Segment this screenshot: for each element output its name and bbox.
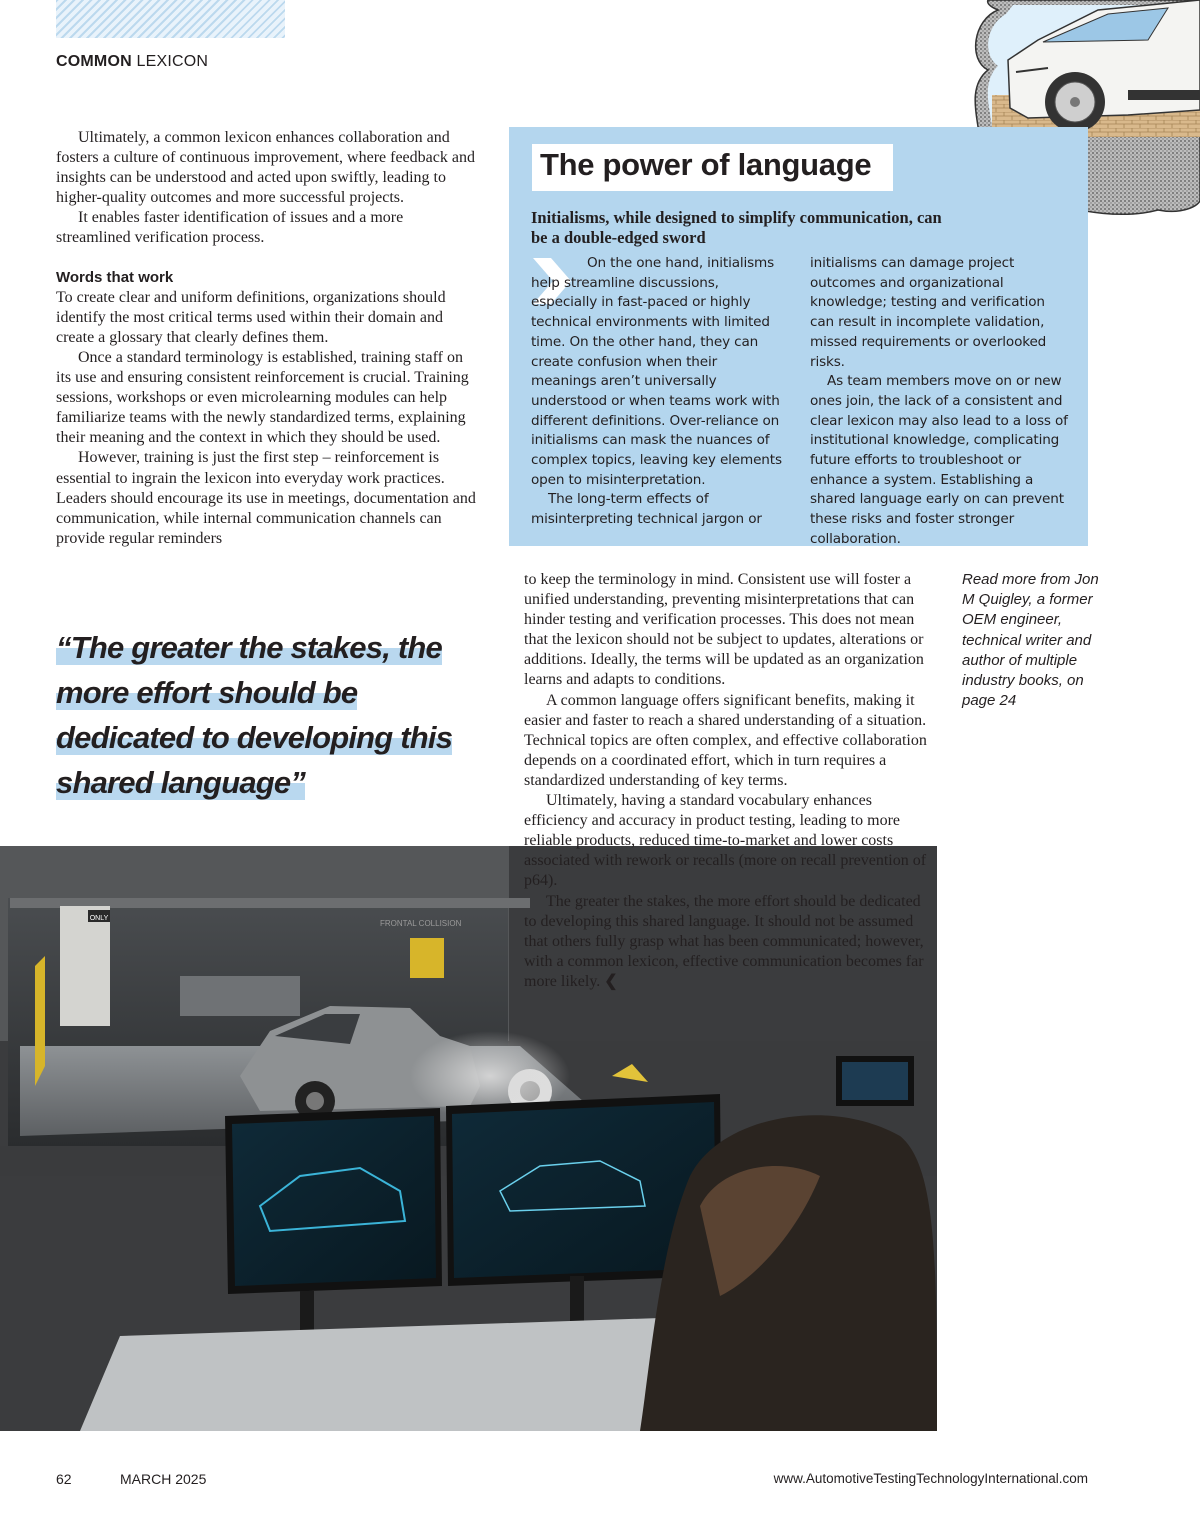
photo-sign-frontal-collision: FRONTAL COLLISION: [380, 919, 462, 928]
issue-date: MARCH 2025: [120, 1471, 207, 1487]
section-label-bold: COMMON: [56, 53, 132, 70]
right-paragraph-4: The greater the stakes, the more effort should be dedicated to developing this shared language. It should not be assumed that others fully grasp what has been communicated; however, with a common lexicon, effective communication becomes far more likely.: [524, 892, 924, 990]
left-paragraph-4: Once a standard terminology is established, training staff on its use and ensuring consistent reinforcement is crucial. Training sessions, workshops or even microlearning modules can help familiarize teams with the newly standardized terms, explaining their meaning and the context in which they should be used.: [56, 348, 469, 447]
left-paragraph-2: It enables faster identification of issues and a more streamlined verification process.: [56, 209, 404, 247]
sidebar-col1-paragraph-2: The long-term effects of misinterpreting technical jargon or: [531, 491, 762, 528]
sidebar-title: The power of language: [540, 147, 872, 182]
sidebar-column-1: [531, 254, 786, 530]
page-number: 62: [56, 1471, 72, 1487]
section-label: [56, 53, 208, 71]
pull-quote: [56, 625, 486, 805]
left-paragraph-5: However, training is just the first step – reinforcement is essential to ingrain the lexicon into everyday work practices. Leaders should encourage its use in meetings, documentation and communication, while internal communication channels can provide regular reminders: [56, 449, 476, 547]
right-paragraph-3: Ultimately, having a standard vocabulary enhances efficiency and accuracy in product testing, leading to more reliable products, reduced time-to-market and lower costs associated with rework or recalls (more on recall prevention of p64).: [524, 792, 927, 890]
right-paragraph-1: to keep the terminology in mind. Consistent use will foster a unified understanding, preventing misinterpretations that can hinder testing and verification processes. This does not mean that the lexicon should not be subject to updates, alterations or additions. Ideally, the terms will be updated as an organization learns and adapts to conditions.: [524, 571, 924, 689]
sidebar-col2-paragraph-2: As team members move on or new ones join, the lack of a consistent and clear lexicon may also lead to a loss of institutional knowledge, complicating future efforts to troubleshoot or enhance a system. Establishing a shared language early on can prevent these risks and foster stronger collaboration.: [810, 373, 1068, 547]
section-label-rest: LEXICON: [131, 53, 209, 70]
author-side-note: Read more from Jon M Quigley, a former OEM engineer, technical writer and author of multiple industry books, on page 24: [962, 571, 1099, 710]
sidebar-subtitle: Initialisms, while designed to simplify communication, can be a double-edged sword: [531, 208, 942, 247]
left-column: [56, 128, 476, 549]
left-paragraph-1: Ultimately, a common lexicon enhances collaboration and fosters a culture of continuous improvement, where feedback and insights can be understood and acted upon swiftly, leading to higher-quality outcomes and more successful projects.: [56, 129, 475, 207]
photo-sign-only: ONLY: [89, 915, 109, 922]
right-column: [524, 570, 934, 992]
header-hatch-decoration: [56, 0, 285, 38]
sidebar-col2-paragraph-1: initialisms can damage project outcomes and organizational knowledge; testing and verification can result in incomplete validation, missed requirements or overlooked risks.: [810, 255, 1047, 370]
pull-quote-text: “The greater the stakes, the more effort should be dedicated to developing this shared language”: [56, 630, 453, 800]
left-paragraph-3: To create clear and uniform definitions, organizations should identify the most critical terms used within their domain and create a glossary that clearly defines them.: [56, 288, 446, 346]
sidebar-col1-paragraph-1: On the one hand, initialisms help streamline discussions, especially in fast-paced or highly technical environments with limited time. On the other hand, they can create confusion when their meanings aren’t universally understood or when teams work with different definitions. Over-reliance on initialisms can mask the nuances of complex topics, leaving key elements open to misinterpretation.: [531, 255, 782, 488]
website-link[interactable]: www.AutomotiveTestingTechnologyInternational.com: [773, 1471, 1088, 1486]
right-paragraph-2: A common language offers significant benefits, making it easier and faster to reach a shared understanding of a situation. Technical topics are often complex, and effective collaboration depends on a coordinated effort, which in turn requires a standardized understanding of key terms.: [524, 691, 927, 789]
sidebar-column-2: [810, 254, 1072, 550]
end-mark-icon: ❮: [604, 972, 618, 990]
subheading-words-that-work: Words that work: [56, 268, 174, 286]
